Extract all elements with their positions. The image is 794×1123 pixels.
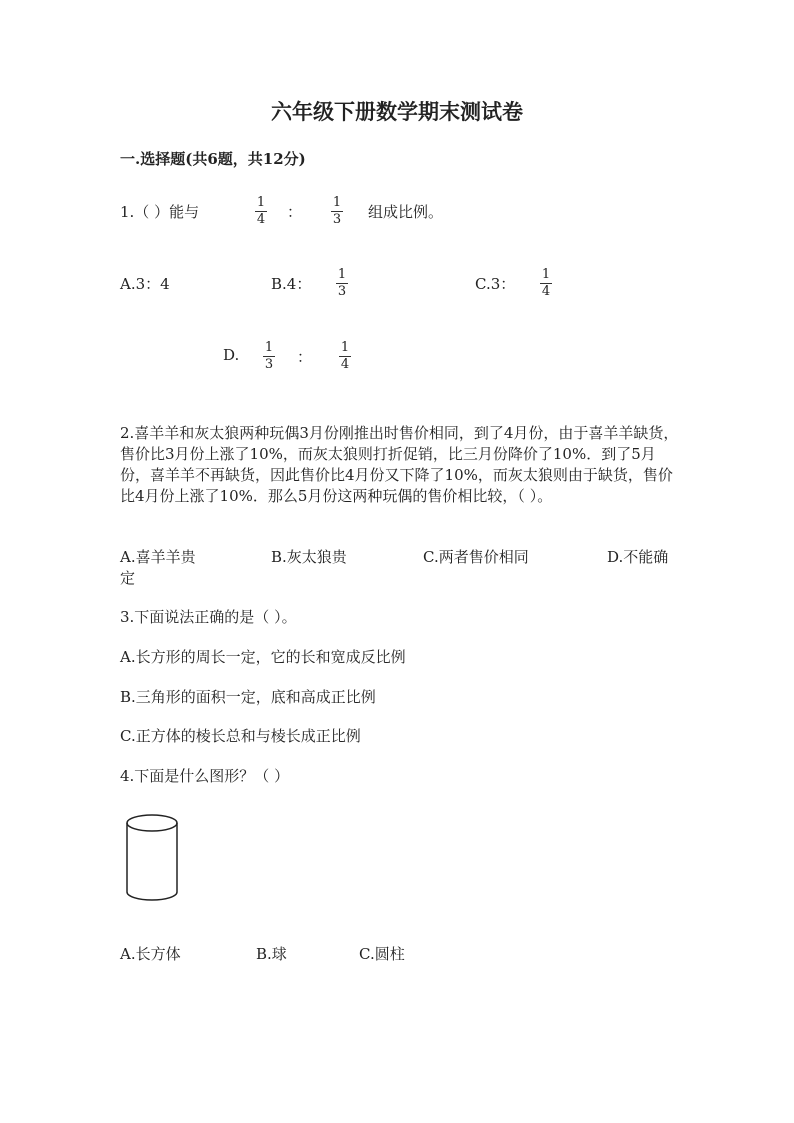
- section-heading: 一.选择题(共6题，共12分): [120, 150, 306, 168]
- q2-option-d-line2: 定: [120, 569, 136, 587]
- q1-fraction-a-den: 4: [256, 212, 266, 227]
- q1-fraction-a-num: 1: [256, 195, 266, 210]
- q1-fraction-b-num: 1: [332, 195, 342, 210]
- q4-text: 4.下面是什么图形？（ ）: [120, 767, 290, 785]
- q1-option-d-prefix: D.: [223, 346, 240, 364]
- q1-option-b-fraction: [336, 268, 348, 299]
- q1-option-c-den: 4: [541, 284, 551, 299]
- q1-option-a: A.3：4: [120, 275, 170, 293]
- q1-fraction-b: [331, 196, 343, 227]
- q3-option-c: C.正方体的棱长总和与棱长成正比例: [120, 727, 361, 745]
- q1-option-d-fraction-1: [263, 341, 275, 372]
- q1-option-c-fraction: [540, 268, 552, 299]
- q1-option-b-den: 3: [337, 284, 347, 299]
- q1-option-d-colon: ：: [297, 348, 313, 366]
- q1-option-d-den-1: 3: [264, 357, 274, 372]
- q1-option-c-num: 1: [541, 267, 551, 282]
- q1-option-d-fraction-2: [339, 341, 351, 372]
- q1-option-b-prefix: B.4：: [271, 275, 312, 293]
- q4-option-a: A.长方体: [120, 945, 181, 963]
- q1-prefix: 1.（ ）能与: [120, 203, 200, 221]
- q3-text: 3.下面说法正确的是（ ）。: [120, 608, 297, 626]
- q3-option-a: A.长方形的周长一定，它的长和宽成反比例: [120, 648, 406, 666]
- q2-option-b: B.灰太狼贵: [271, 548, 347, 566]
- q1-option-c-prefix: C.3：: [475, 275, 516, 293]
- cylinder-figure: [120, 812, 184, 904]
- q3-option-b: B.三角形的面积一定，底和高成正比例: [120, 688, 376, 706]
- q1-suffix: 组成比例。: [368, 203, 444, 221]
- q2-option-a: A.喜羊羊贵: [120, 548, 196, 566]
- q2-option-c: C.两者售价相同: [423, 548, 529, 566]
- cylinder-top-ellipse: [127, 815, 177, 831]
- q1-fraction-a: [255, 196, 267, 227]
- q1-option-d-den-2: 4: [340, 357, 350, 372]
- q2-option-d-line1: D.不能确: [607, 548, 669, 566]
- page-title: 六年级下册数学期末测试卷: [271, 99, 523, 124]
- q1-colon: ：: [287, 203, 303, 221]
- q1-fraction-b-den: 3: [332, 212, 342, 227]
- q1-option-d-num-1: 1: [264, 340, 274, 355]
- q2-text: 2.喜羊羊和灰太狼两种玩偶3月份刚推出时售价相同，到了4月份，由于喜羊羊缺货，售价比3月份上涨了10%，而灰太狼则打折促销，比三月份降价了10%．到了5月份，喜羊羊不再缺货，因此售价比4月份又下降了10%，而灰太狼则由于缺货，售价比4月份上涨了10%．那么5月份这两种玩偶的售价相比较，（ ）。: [120, 424, 679, 505]
- q1-option-d-num-2: 1: [340, 340, 350, 355]
- q4-option-c: C.圆柱: [359, 945, 405, 963]
- q1-option-b-num: 1: [337, 267, 347, 282]
- cylinder-bottom-arc: [127, 892, 177, 900]
- q4-option-b: B.球: [256, 945, 287, 963]
